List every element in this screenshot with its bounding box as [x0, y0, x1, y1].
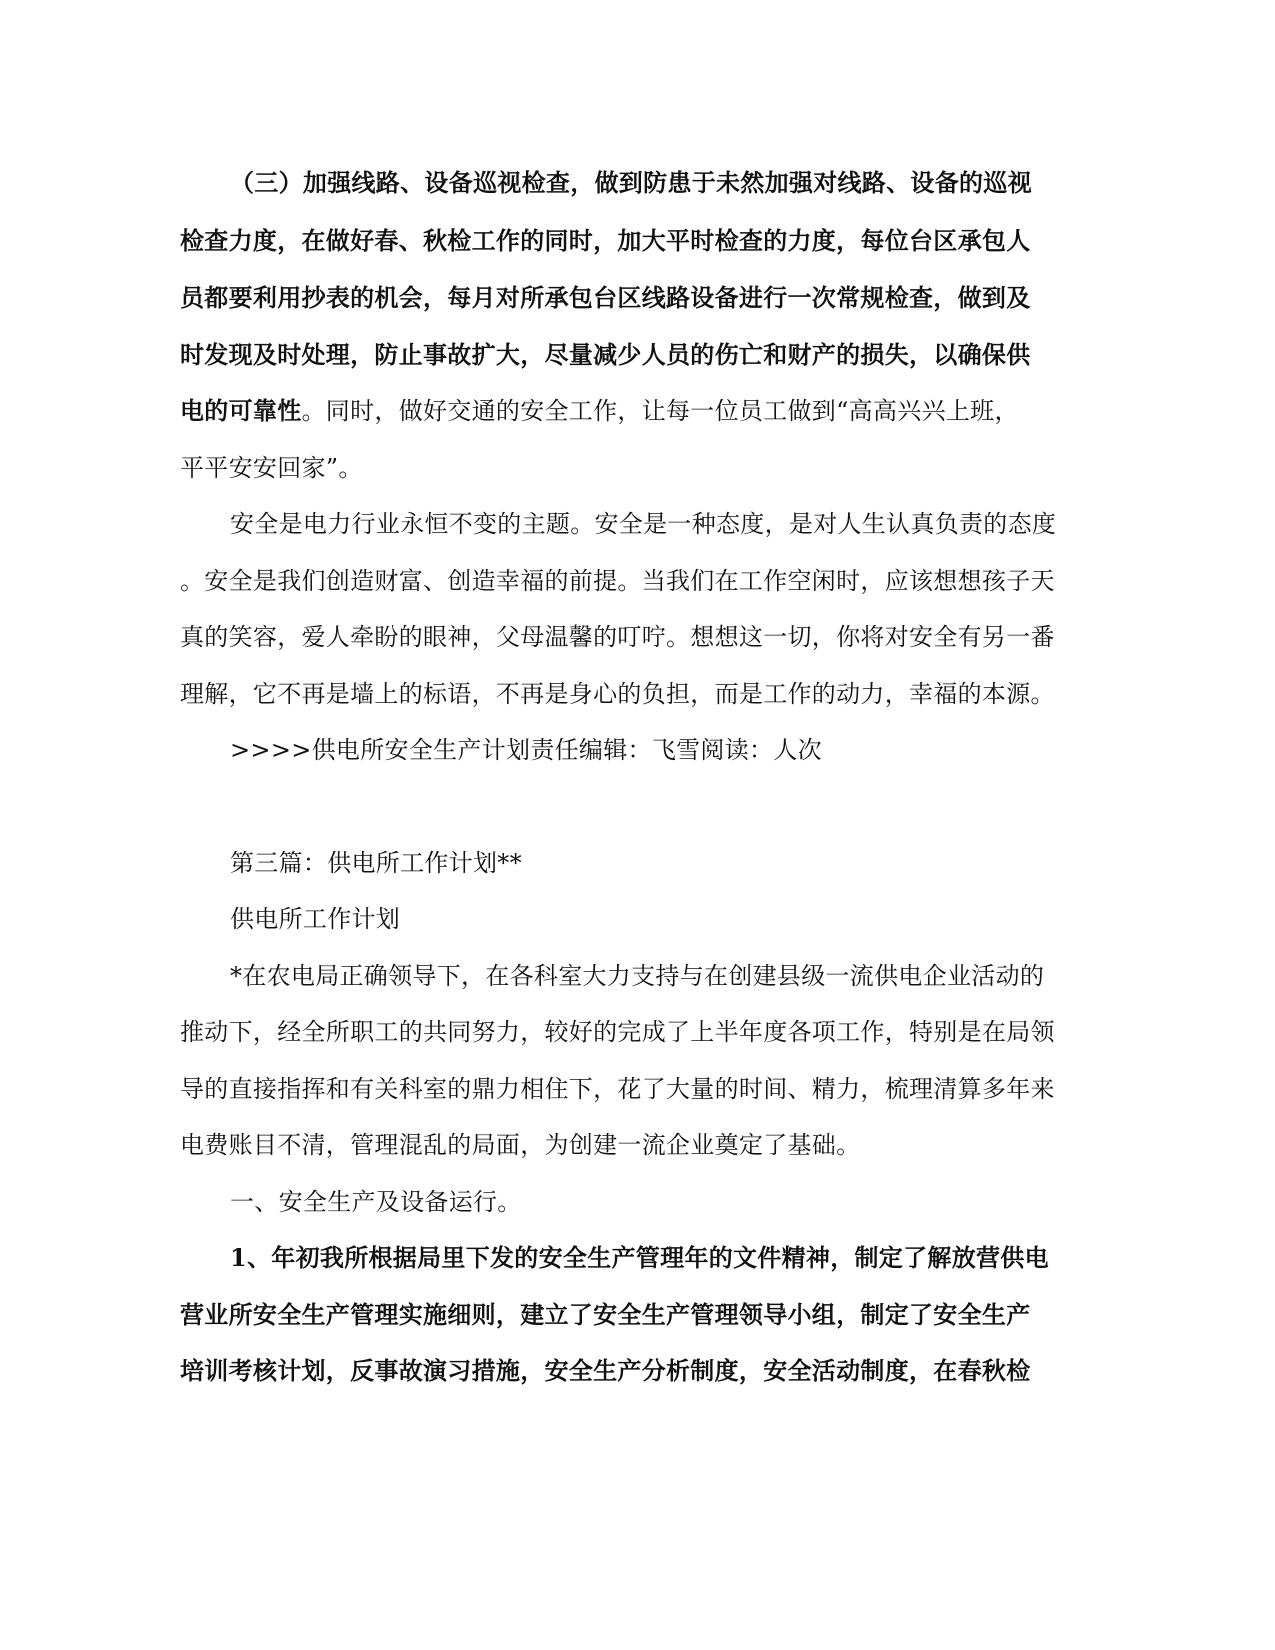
- section-three-line-3: 员都要利用抄表的机会，每月对所承包台区线路设备进行一次常规检查，做到及: [180, 283, 1031, 312]
- chapter-heading: 第三篇：供电所工作计划**: [230, 849, 522, 877]
- section-three-line-5-bold: 电的可靠性: [180, 396, 302, 425]
- section-three-line-4: 时发现及时处理，防止事故扩大，尽量减少人员的伤亡和财产的损失，以确保供: [180, 340, 1031, 369]
- item-one-line-3: 培训考核计划，反事故演习措施，安全生产分析制度，安全活动制度，在春秋检: [180, 1356, 1031, 1385]
- intro-paragraph-line-3: 导的直接指挥和有关科室的鼎力相住下，花了大量的时间、精力，梳理清算多年来: [180, 1075, 1055, 1103]
- section-three-line-5: [180, 396, 1019, 426]
- intro-paragraph-line-4: 电费账目不清，管理混乱的局面，为创建一流企业奠定了基础。: [180, 1131, 861, 1159]
- section-one-heading: 一、安全生产及设备运行。: [230, 1188, 522, 1216]
- section-three-line-2: 检查力度，在做好春、秋检工作的同时，加大平时检查的力度，每位台区承包人: [180, 226, 1031, 255]
- section-three-line-6: 平平安安回家”。: [180, 454, 363, 482]
- intro-paragraph-line-2: 推动下，经全所职工的共同努力，较好的完成了上半年度各项工作，特别是在局领: [180, 1018, 1055, 1046]
- section-three-line-5-normal: 。同时，做好交通的安全工作，让每一位员工做到“高高兴兴上班，: [301, 397, 1019, 425]
- document-subtitle: 供电所工作计划: [230, 905, 401, 933]
- editor-line: >>>>供电所安全生产计划责任编辑：飞雪阅读：人次: [230, 736, 822, 764]
- safety-paragraph-line-1: 安全是电力行业永恒不变的主题。安全是一种态度，是对人生认真负责的态度: [230, 510, 1057, 538]
- item-one-line-1: 1、年初我所根据局里下发的安全生产管理年的文件精神，制定了解放营供电: [230, 1243, 1049, 1272]
- safety-paragraph-line-4: 理解，它不再是墙上的标语，不再是身心的负担，而是工作的动力，幸福的本源。: [180, 680, 1055, 708]
- safety-paragraph-line-3: 真的笑容，爱人牵盼的眼神，父母温馨的叮咛。想想这一切，你将对安全有另一番: [180, 623, 1055, 651]
- section-three-line-1: （三）加强线路、设备巡视检查，做到防患于未然加强对线路、设备的巡视: [230, 168, 1032, 197]
- intro-paragraph-line-1: *在农电局正确领导下，在各科室大力支持与在创建县级一流供电企业活动的: [230, 962, 1045, 990]
- item-one-line-2: 营业所安全生产管理实施细则，建立了安全生产管理领导小组，制定了安全生产: [180, 1300, 1031, 1329]
- safety-paragraph-line-2: 。安全是我们创造财富、创造幸福的前提。当我们在工作空闲时，应该想想孩子天: [180, 567, 1055, 595]
